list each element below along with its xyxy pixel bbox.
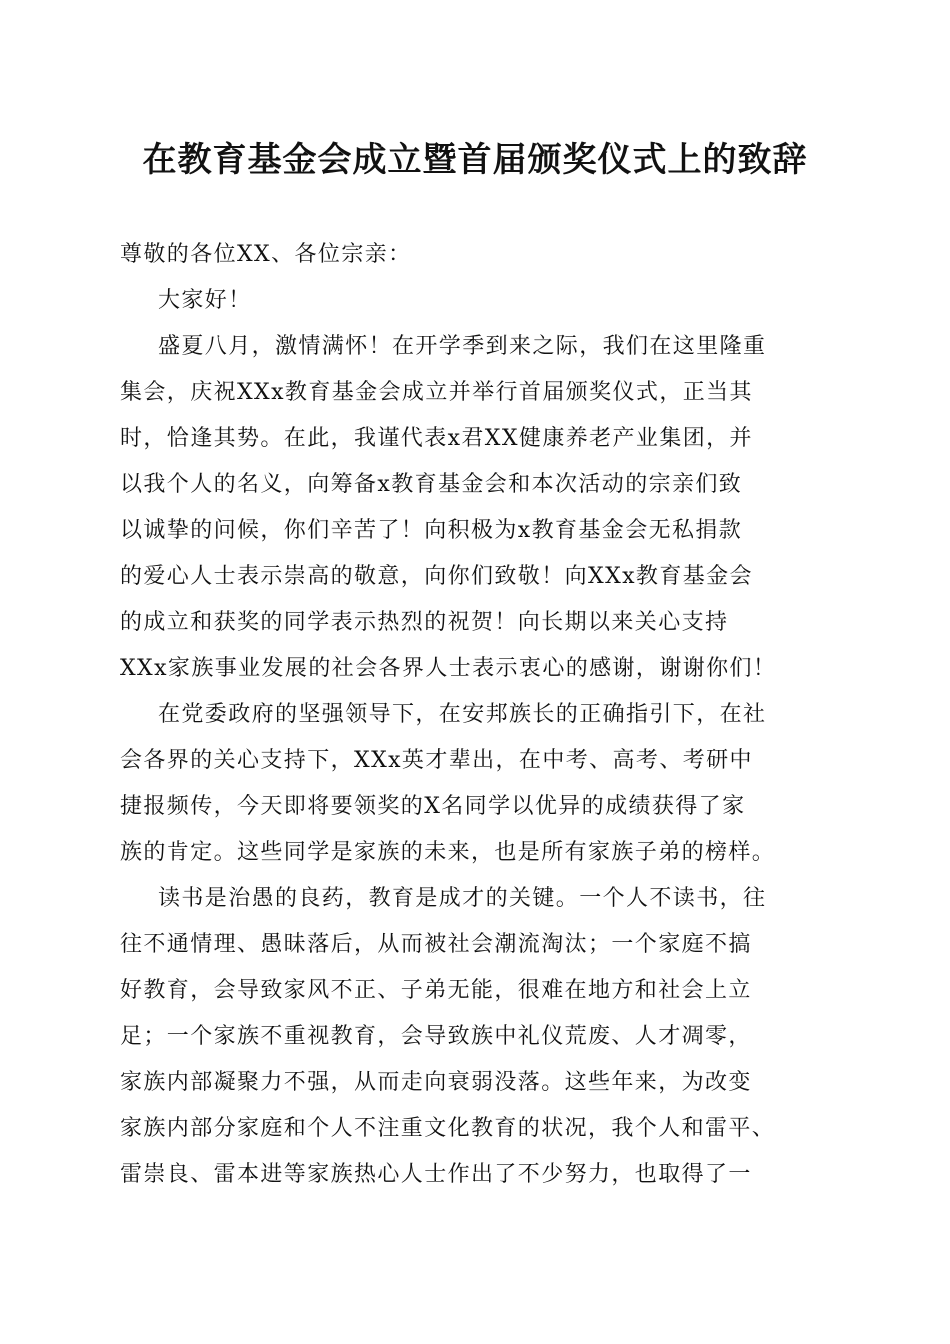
body-line: 时，恰逢其势。在此，我谨代表x君XX健康养老产业集团，并 xyxy=(120,426,753,451)
body-line: 家族内部分家庭和个人不注重文化教育的状况，我个人和雷平、 xyxy=(120,1116,776,1141)
body-line: 会各界的关心支持下，XXx英才辈出，在中考、高考、考研中 xyxy=(120,748,753,773)
body-line: 家族内部凝聚力不强，从而走向衰弱没落。这些年来，为改变 xyxy=(120,1070,752,1095)
salutation-line: 尊敬的各位XX、各位宗亲： xyxy=(120,242,412,267)
document-title: 在教育基金会成立暨首届颁奖仪式上的致辞 xyxy=(142,140,808,180)
body-line: 足；一个家族不重视教育，会导致族中礼仪荒废、人才凋零， xyxy=(120,1024,752,1049)
document-body xyxy=(120,232,840,1198)
body-line: 雷崇良、雷本进等家族热心人士作出了不少努力，也取得了一 xyxy=(120,1162,752,1187)
body-line: 以我个人的名义，向筹备x教育基金会和本次活动的宗亲们致 xyxy=(120,472,743,497)
body-line: 盛夏八月，激情满怀！在开学季到来之际，我们在这里隆重 xyxy=(158,334,767,359)
body-line: 集会，庆祝XXx教育基金会成立并举行首届颁奖仪式，正当其 xyxy=(120,380,753,405)
body-line: 以诚挚的问候，你们辛苦了！向积极为x教育基金会无私捐款 xyxy=(120,518,743,543)
body-line: 捷报频传，今天即将要领奖的X名同学以优异的成绩获得了家 xyxy=(120,794,746,819)
body-line: 在党委政府的坚强领导下，在安邦族长的正确指引下，在社 xyxy=(158,702,767,727)
body-line: 读书是治愚的良药，教育是成才的关键。一个人不读书，往 xyxy=(158,886,767,911)
body-line: 往不通情理、愚昧落后，从而被社会潮流淘汰；一个家庭不搞 xyxy=(120,932,752,957)
body-line: 好教育，会导致家风不正、子弟无能，很难在地方和社会上立 xyxy=(120,978,752,1003)
body-line: 的爱心人士表示崇高的敬意，向你们致敬！向XXx教育基金会 xyxy=(120,564,753,589)
body-line: 族的肯定。这些同学是家族的未来，也是所有家族子弟的榜样。 xyxy=(120,840,776,865)
body-line: 的成立和获奖的同学表示热烈的祝贺！向长期以来关心支持 xyxy=(120,610,729,635)
body-line: XXx家族事业发展的社会各界人士表示衷心的感谢，谢谢你们！ xyxy=(120,656,777,681)
greeting-line: 大家好！ xyxy=(158,288,252,313)
